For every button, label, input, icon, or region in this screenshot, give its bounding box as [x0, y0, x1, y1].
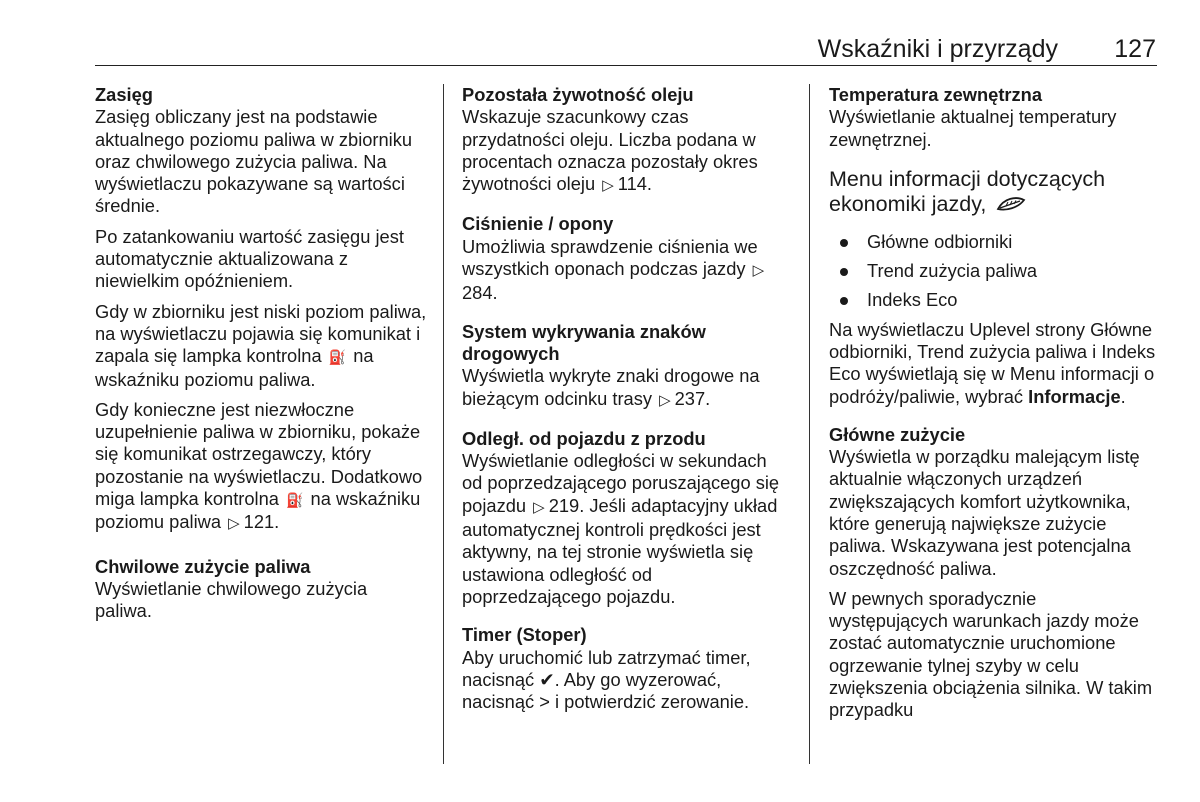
section-oil-life [462, 84, 792, 197]
section-heading: System wykrywania znaków drogowych [462, 320, 706, 364]
page-reference[interactable]: 284. [462, 282, 498, 304]
column-divider-2 [809, 84, 810, 764]
header-divider [95, 65, 1157, 66]
section-heading: Pozostała żywotność oleju [462, 84, 694, 105]
section-timer [462, 624, 792, 713]
page-reference-icon: ▷ [228, 515, 240, 533]
section-heading: Chwilowe zużycie paliwa [95, 555, 311, 577]
page-reference[interactable]: 237. [674, 387, 711, 409]
checkmark-icon: ✔ [539, 668, 555, 690]
paragraph: Wyświetla w porządku malejącym listę aktualnie włączonych urządzeń zwiększających komfort użytkownika, które generują największe zużycie paliwa. Wskazywana jest potencjalna oszczędność paliwa. [829, 446, 1140, 579]
fuel-pump-icon: ⛽ [286, 492, 304, 509]
paragraph [462, 450, 792, 608]
column-divider-1 [443, 84, 444, 764]
paragraph [462, 647, 792, 714]
page-reference-icon: ▷ [533, 498, 545, 516]
heading-text: Menu informacji dotyczących ekonomiki jazdy, [829, 166, 1106, 216]
bold-term: Informacje [1028, 385, 1121, 407]
page-reference-icon: ▷ [752, 262, 765, 280]
page-reference[interactable]: 114. [617, 173, 652, 195]
paragraph: Wyświetlanie aktualnej temperatury zewnętrznej. [829, 106, 1117, 150]
paragraph-text: Wskazuje szacunkowy czas przydatności oleju. Liczba podana w procentach oznacza pozostały okres żywotności oleju [462, 106, 758, 195]
paragraph [462, 106, 792, 197]
page-number: 127 [1114, 35, 1156, 63]
eco-leaf-icon [996, 193, 1026, 218]
list-item: Trend zużycia paliwa [829, 260, 1159, 282]
list-item: Indeks Eco [829, 289, 1159, 311]
section-heading: Temperatura zewnętrzna [829, 84, 1043, 105]
section-heading-large [829, 167, 1159, 218]
paragraph-text: Wyświetlanie odległości w sekundach od poprzedzającego poruszającego się pojazdu [462, 450, 780, 516]
paragraph-text: Aby uruchomić lub zatrzymać timer, nacisnąć [462, 646, 751, 690]
paragraph-text: . Aby go wyzerować, nacisnąć [462, 668, 722, 713]
column-1 [95, 84, 428, 639]
section-heading: Odległ. od pojazdu z przodu [462, 427, 706, 449]
column-3 [829, 84, 1159, 738]
page-reference-icon: ▷ [602, 177, 614, 195]
section-heading: Timer (Stoper) [462, 624, 587, 646]
paragraph-text: Na wyświetlaczu Uplevel strony Główne odbiorniki, Trend zużycia paliwa i Indeks Eco wyświetlają się w Menu informacji o podróży/paliwie, wybrać [829, 318, 1156, 407]
section-heading: Główne zużycie [829, 423, 966, 445]
paragraph: Po zatankowaniu wartość zasięgu jest automatycznie aktualizowana z niewielkim opóźnieniem. [95, 225, 404, 292]
paragraph: Zasięg obliczany jest na podstawie aktualnego poziomu paliwa w zbiorniku oraz chwilowego zużycia paliwa. Na wyświetlaczu pokazywane są wartości średnie. [95, 106, 413, 217]
paragraph: W pewnych sporadycznie występujących warunkach jazdy może zostać automatycznie uruchomione ogrzewanie tylnej szyby w celu zwiększenia obciążenia silnika. W takim przypadku [829, 587, 1153, 721]
section-tyre-pressure [462, 213, 792, 304]
section-main-consumers [829, 424, 1159, 722]
list-item: Główne odbiorniki [829, 231, 1159, 253]
chevron-right-icon: > [539, 691, 550, 713]
section-heading: Ciśnienie / opony [462, 213, 614, 235]
paragraph-text: Gdy w zbiorniku jest niski poziom paliwa, na wyświetlaczu pojawia się komunikat i zapala się lampka kontrolna [95, 300, 427, 367]
paragraph [95, 301, 428, 391]
section-range [95, 84, 428, 536]
paragraph-text: Umożliwia sprawdzenie ciśnienia we wszystkich oponach podczas jazdy [462, 235, 758, 280]
paragraph-text: . [1120, 385, 1126, 407]
paragraph-text: Jeśli adaptacyjny układ automatycznej kontroli prędkości jest aktywny, na tej stronie wyświetla się ustawiona odległość od poprzedzającego pojazdu. [462, 494, 778, 607]
page-reference-icon: ▷ [659, 391, 671, 409]
section-instant-consumption [95, 556, 428, 623]
paragraph [95, 399, 428, 536]
fuel-pump-icon: ⛽ [328, 349, 347, 366]
section-following-distance [462, 428, 792, 608]
paragraph [462, 365, 792, 412]
paragraph-text: Gdy konieczne jest niezwłoczne uzupełnienie paliwa w zbiorniku, pokaże się komunikat ostrzegawczy, który pozostanie na wyświetlaczu. Dodatkowo miga lampka kontrolna [95, 398, 423, 510]
section-heading: Zasięg [95, 84, 153, 105]
paragraph-text: na wskaźniku poziomu paliwa [95, 488, 421, 533]
paragraph-text: i potwierdzić zerowanie. [555, 691, 750, 713]
paragraph [829, 319, 1159, 408]
column-2 [462, 84, 792, 729]
paragraph-text: Wyświetla wykryte znaki drogowe na bieżącym odcinku trasy [462, 365, 760, 409]
section-eco-menu [829, 167, 1159, 408]
page-header-title: Wskaźniki i przyrządy [817, 35, 1058, 63]
paragraph: Wyświetlanie chwilowego zużycia paliwa. [95, 577, 368, 622]
paragraph-text: na wskaźniku poziomu paliwa. [95, 345, 374, 390]
section-outside-temperature [829, 84, 1159, 151]
paragraph [462, 236, 792, 305]
section-traffic-sign-recognition [462, 321, 792, 412]
page-reference[interactable]: 219. [548, 494, 585, 516]
bullet-list [829, 231, 1159, 312]
page-reference[interactable]: 121. [243, 511, 280, 533]
